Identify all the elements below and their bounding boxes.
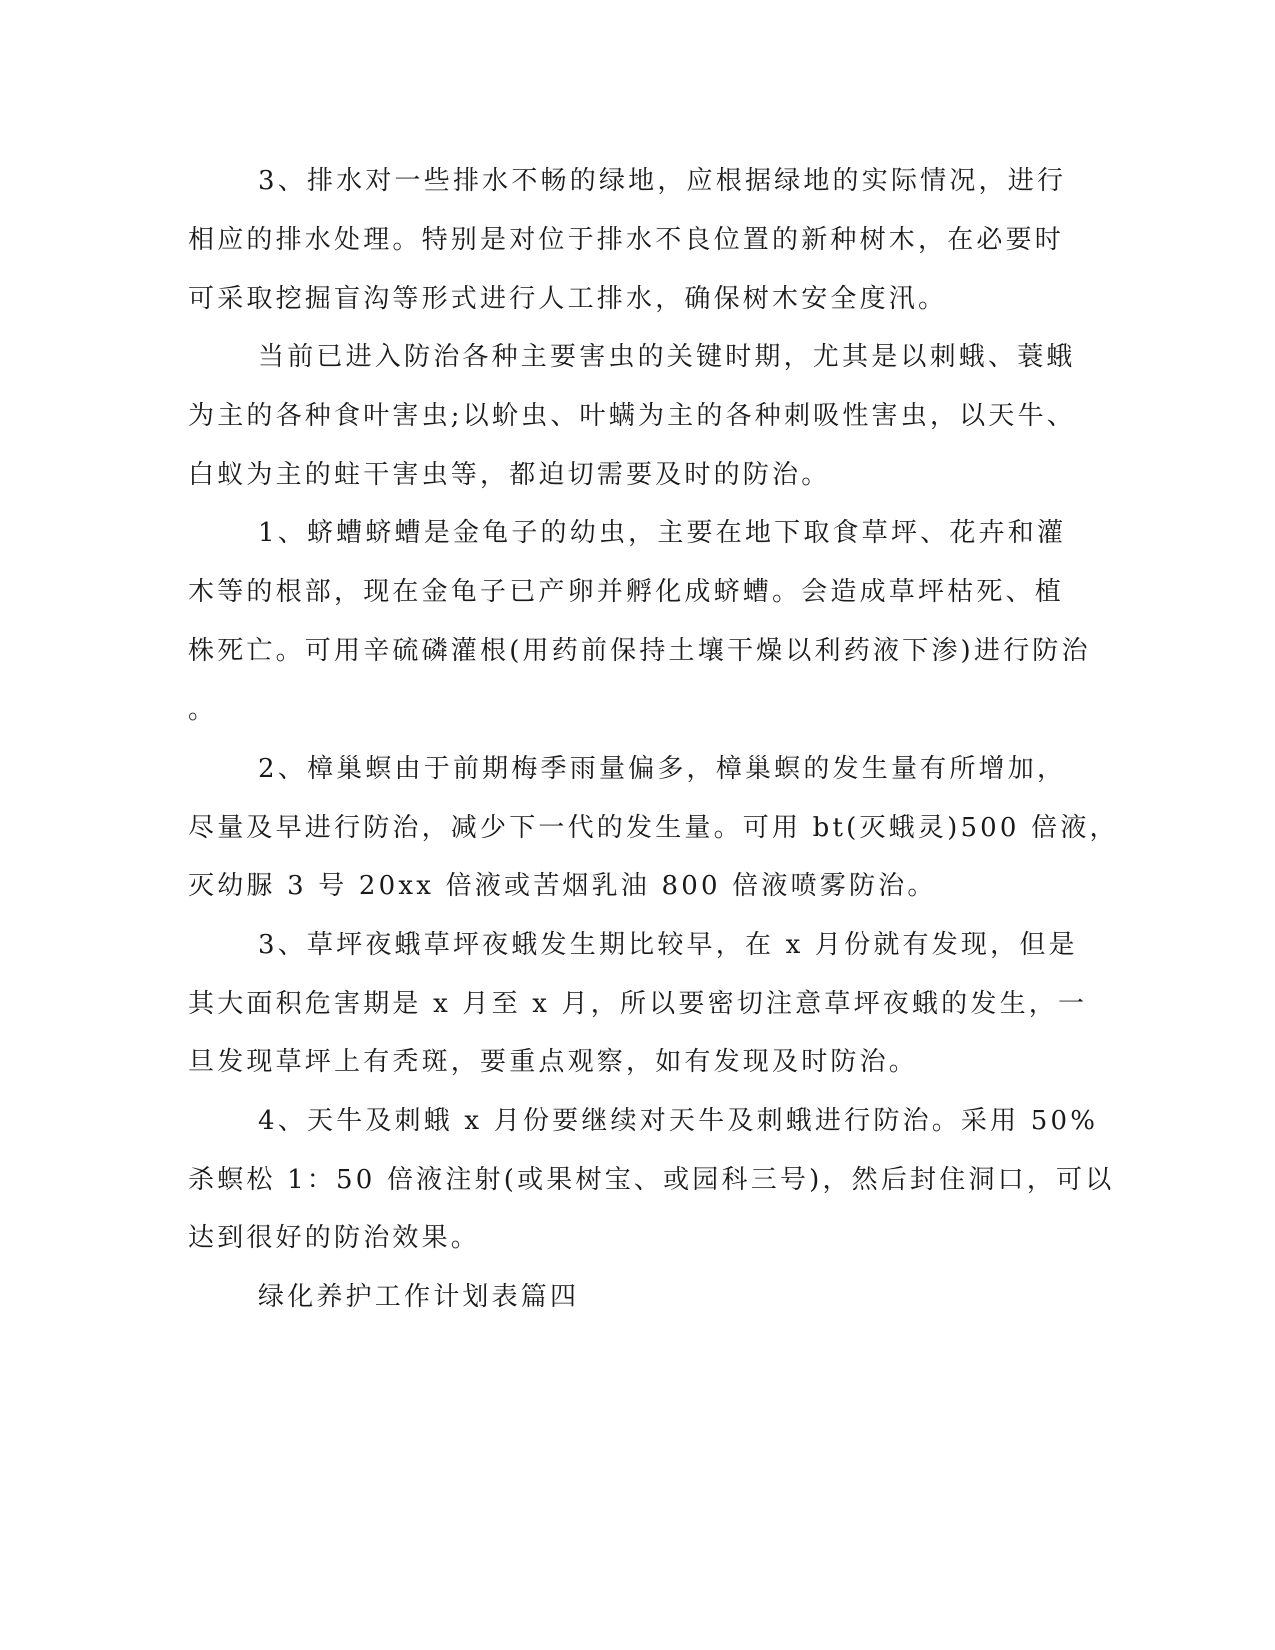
paragraph-lawn-moth-line-1: 3、草坪夜蛾草坪夜蛾发生期比较早，在 x 月份就有发现，但是 bbox=[258, 930, 1078, 960]
paragraph-drainage-line-3: 可采取挖掘盲沟等形式进行人工排水，确保树木安全度汛。 bbox=[188, 284, 948, 314]
paragraph-camphor-line-1: 2、樟巢螟由于前期梅季雨量偏多，樟巢螟的发生量有所增加， bbox=[258, 754, 1067, 784]
paragraph-grub-line-3: 株死亡。可用辛硫磷灌根(用药前保持土壤干燥以利药液下渗)进行防治 bbox=[188, 636, 1091, 666]
paragraph-longhorn-line-2: 杀螟松 1：50 倍液注射(或果树宝、或园科三号)，然后封住洞口，可以 bbox=[188, 1165, 1115, 1195]
paragraph-drainage-line-1: 3、排水对一些排水不畅的绿地，应根据绿地的实际情况，进行 bbox=[258, 166, 1067, 196]
paragraph-camphor-line-3: 灭幼脲 3 号 20xx 倍液或苦烟乳油 800 倍液喷雾防治。 bbox=[188, 871, 937, 901]
paragraph-longhorn-line-1: 4、天牛及刺蛾 x 月份要继续对天牛及刺蛾进行防治。采用 50% bbox=[258, 1106, 1099, 1136]
paragraph-drainage-line-2: 相应的排水处理。特别是对位于排水不良位置的新种树木，在必要时 bbox=[188, 225, 1065, 255]
section-heading: 绿化养护工作计划表篇四 bbox=[258, 1282, 580, 1312]
paragraph-lawn-moth-line-3: 旦发现草坪上有秃斑，要重点观察，如有发现及时防治。 bbox=[188, 1047, 919, 1077]
paragraph-pests-line-1: 当前已进入防治各种主要害虫的关键时期，尤其是以刺蛾、蓑蛾 bbox=[258, 342, 1076, 372]
paragraph-pests-line-2: 为主的各种食叶害虫;以蚧虫、叶螨为主的各种刺吸性害虫，以天牛、 bbox=[188, 401, 1076, 431]
paragraph-pests-line-3: 白蚁为主的蛀干害虫等，都迫切需要及时的防治。 bbox=[188, 460, 831, 490]
paragraph-lawn-moth-line-2: 其大面积危害期是 x 月至 x 月，所以要密切注意草坪夜蛾的发生，一 bbox=[188, 989, 1088, 1019]
paragraph-grub-line-2: 木等的根部，现在金龟子已产卵并孵化成蛴螬。会造成草坪枯死、植 bbox=[188, 577, 1065, 607]
paragraph-grub-line-4: 。 bbox=[188, 695, 218, 725]
paragraph-camphor-line-2: 尽量及早进行防治，减少下一代的发生量。可用 bt(灭蛾灵)500 倍液， bbox=[188, 813, 1119, 843]
paragraph-longhorn-line-3: 达到很好的防治效果。 bbox=[188, 1223, 481, 1253]
paragraph-grub-line-1: 1、蛴螬蛴螬是金龟子的幼虫，主要在地下取食草坪、花卉和灌 bbox=[258, 518, 1067, 548]
